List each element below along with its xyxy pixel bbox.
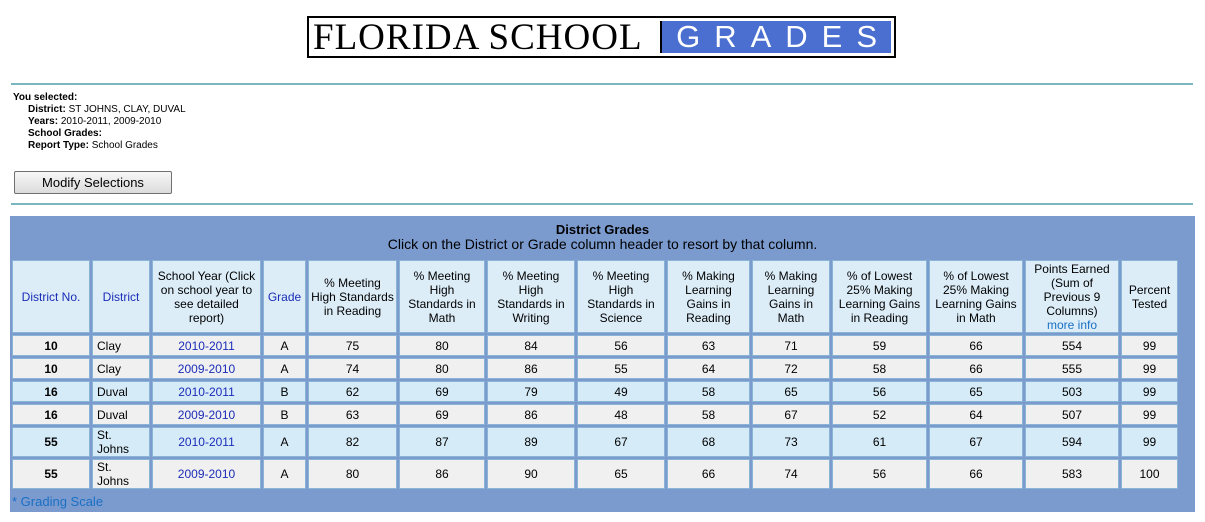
header-grade[interactable]: Grade <box>263 260 306 333</box>
school-year-link[interactable]: 2009-2010 <box>177 407 236 422</box>
cell-district: Duval <box>92 404 150 425</box>
header-math: % Meeting High Standards in Math <box>399 260 485 333</box>
cell-school-year[interactable] <box>152 358 261 379</box>
cell-reading: 82 <box>308 427 397 457</box>
cell-points: 555 <box>1025 358 1119 379</box>
divider-bottom <box>11 203 1193 205</box>
cell-lowest-math: 66 <box>929 459 1023 489</box>
cell-science: 56 <box>577 335 665 356</box>
cell-lowest-reading: 59 <box>832 335 927 356</box>
selection-district: District: ST JOHNS, CLAY, DUVAL <box>28 104 186 115</box>
header-lowest-reading: % of Lowest 25% Making Learning Gains in Reading <box>832 260 927 333</box>
cell-points: 583 <box>1025 459 1119 489</box>
cell-reading: 63 <box>308 404 397 425</box>
cell-reading: 75 <box>308 335 397 356</box>
cell-math: 86 <box>399 459 485 489</box>
cell-writing: 84 <box>487 335 575 356</box>
school-year-link[interactable]: 2010-2011 <box>178 384 235 399</box>
school-year-link[interactable]: 2010-2011 <box>178 435 235 449</box>
selection-heading: You selected: <box>13 92 78 103</box>
header-reading: % Meeting High Standards in Reading <box>308 260 397 333</box>
cell-percent-tested: 99 <box>1121 427 1178 457</box>
cell-gains-reading: 68 <box>667 427 750 457</box>
cell-math: 87 <box>399 427 485 457</box>
cell-lowest-math: 65 <box>929 381 1023 402</box>
cell-district-no: 55 <box>12 427 90 457</box>
modify-selections-button[interactable]: Modify Selections <box>14 171 172 194</box>
grading-scale-link[interactable]: * Grading Scale <box>12 494 104 509</box>
cell-science: 65 <box>577 459 665 489</box>
selection-report-type: Report Type: School Grades <box>28 140 158 151</box>
table-subtitle: Click on the District or Grade column header to resort by that column. <box>387 236 818 252</box>
cell-school-year[interactable] <box>152 404 261 425</box>
cell-school-year[interactable] <box>152 427 261 457</box>
cell-district-no: 16 <box>12 381 90 402</box>
table-title: District Grades <box>555 222 650 237</box>
cell-points: 594 <box>1025 427 1119 457</box>
cell-district-no: 16 <box>12 404 90 425</box>
cell-gains-math: 71 <box>752 335 830 356</box>
header-school-year: School Year (Click on school year to see detailed report) <box>152 260 261 333</box>
cell-gains-reading: 58 <box>667 381 750 402</box>
school-year-link[interactable]: 2009-2010 <box>177 361 236 376</box>
district-grades-panel <box>10 216 1195 512</box>
cell-lowest-math: 66 <box>929 358 1023 379</box>
cell-lowest-reading: 56 <box>832 381 927 402</box>
cell-percent-tested: 99 <box>1121 381 1178 402</box>
cell-grade: B <box>263 381 306 402</box>
cell-percent-tested: 99 <box>1121 335 1178 356</box>
cell-gains-reading: 64 <box>667 358 750 379</box>
cell-school-year[interactable] <box>152 381 261 402</box>
cell-points: 554 <box>1025 335 1119 356</box>
divider-top <box>11 83 1193 85</box>
school-year-link[interactable]: 2010-2011 <box>178 338 235 353</box>
cell-district: Clay <box>92 335 150 356</box>
cell-lowest-reading: 58 <box>832 358 927 379</box>
cell-gains-reading: 66 <box>667 459 750 489</box>
cell-district: St. Johns <box>92 459 150 489</box>
cell-science: 49 <box>577 381 665 402</box>
header-lowest-math: % of Lowest 25% Making Learning Gains in Math <box>929 260 1023 333</box>
table-row <box>12 459 1178 489</box>
cell-writing: 79 <box>487 381 575 402</box>
cell-percent-tested: 100 <box>1121 459 1178 489</box>
cell-science: 55 <box>577 358 665 379</box>
cell-writing: 86 <box>487 404 575 425</box>
cell-grade: A <box>263 335 306 356</box>
selection-years: Years: 2010-2011, 2009-2010 <box>28 116 162 127</box>
cell-math: 80 <box>399 335 485 356</box>
more-info-link[interactable]: more info <box>1046 317 1098 332</box>
header-percent-tested: Percent Tested <box>1121 260 1178 333</box>
cell-lowest-reading: 52 <box>832 404 927 425</box>
cell-lowest-math: 67 <box>929 427 1023 457</box>
table-row <box>12 381 1178 402</box>
cell-gains-reading: 63 <box>667 335 750 356</box>
cell-gains-math: 65 <box>752 381 830 402</box>
cell-lowest-math: 64 <box>929 404 1023 425</box>
cell-math: 69 <box>399 381 485 402</box>
header-science: % Meeting High Standards in Science <box>577 260 665 333</box>
cell-grade: A <box>263 459 306 489</box>
header-gains-reading: % Making Learning Gains in Reading <box>667 260 750 333</box>
table-row <box>12 358 1178 379</box>
cell-grade: A <box>263 427 306 457</box>
cell-school-year[interactable] <box>152 335 261 356</box>
cell-reading: 80 <box>308 459 397 489</box>
header-points: Points Earned (Sum of Previous 9 Columns) more info <box>1025 260 1119 333</box>
header-writing: % Meeting High Standards in Writing <box>487 260 575 333</box>
cell-points: 507 <box>1025 404 1119 425</box>
header-gains-math: % Making Learning Gains in Math <box>752 260 830 333</box>
district-grades-table <box>10 258 1180 491</box>
cell-writing: 90 <box>487 459 575 489</box>
cell-district-no: 55 <box>12 459 90 489</box>
cell-gains-reading: 58 <box>667 404 750 425</box>
cell-writing: 86 <box>487 358 575 379</box>
cell-grade: A <box>263 358 306 379</box>
cell-district: Clay <box>92 358 150 379</box>
cell-school-year[interactable] <box>152 459 261 489</box>
cell-lowest-reading: 61 <box>832 427 927 457</box>
table-row <box>12 404 1178 425</box>
cell-math: 69 <box>399 404 485 425</box>
cell-reading: 74 <box>308 358 397 379</box>
selection-school-grades: School Grades: <box>28 128 102 139</box>
table-row <box>12 427 1178 457</box>
cell-points: 503 <box>1025 381 1119 402</box>
school-year-link[interactable]: 2009-2010 <box>177 467 236 481</box>
cell-science: 67 <box>577 427 665 457</box>
cell-gains-math: 74 <box>752 459 830 489</box>
logo-grades-text: GRADES <box>660 21 891 53</box>
florida-school-grades-logo <box>307 16 896 58</box>
cell-grade: B <box>263 404 306 425</box>
cell-gains-math: 72 <box>752 358 830 379</box>
cell-reading: 62 <box>308 381 397 402</box>
header-district[interactable]: District <box>92 260 150 333</box>
logo-florida-school-text: FLORIDA SCHOOL <box>313 16 643 58</box>
table-row <box>12 335 1178 356</box>
header-district-no[interactable]: District No. <box>12 260 90 333</box>
cell-writing: 89 <box>487 427 575 457</box>
cell-lowest-math: 66 <box>929 335 1023 356</box>
selection-summary <box>13 92 186 152</box>
cell-lowest-reading: 56 <box>832 459 927 489</box>
cell-math: 80 <box>399 358 485 379</box>
cell-percent-tested: 99 <box>1121 358 1178 379</box>
cell-district: Duval <box>92 381 150 402</box>
cell-district: St. Johns <box>92 427 150 457</box>
cell-gains-math: 67 <box>752 404 830 425</box>
cell-science: 48 <box>577 404 665 425</box>
cell-district-no: 10 <box>12 335 90 356</box>
cell-percent-tested: 99 <box>1121 404 1178 425</box>
cell-gains-math: 73 <box>752 427 830 457</box>
cell-district-no: 10 <box>12 358 90 379</box>
